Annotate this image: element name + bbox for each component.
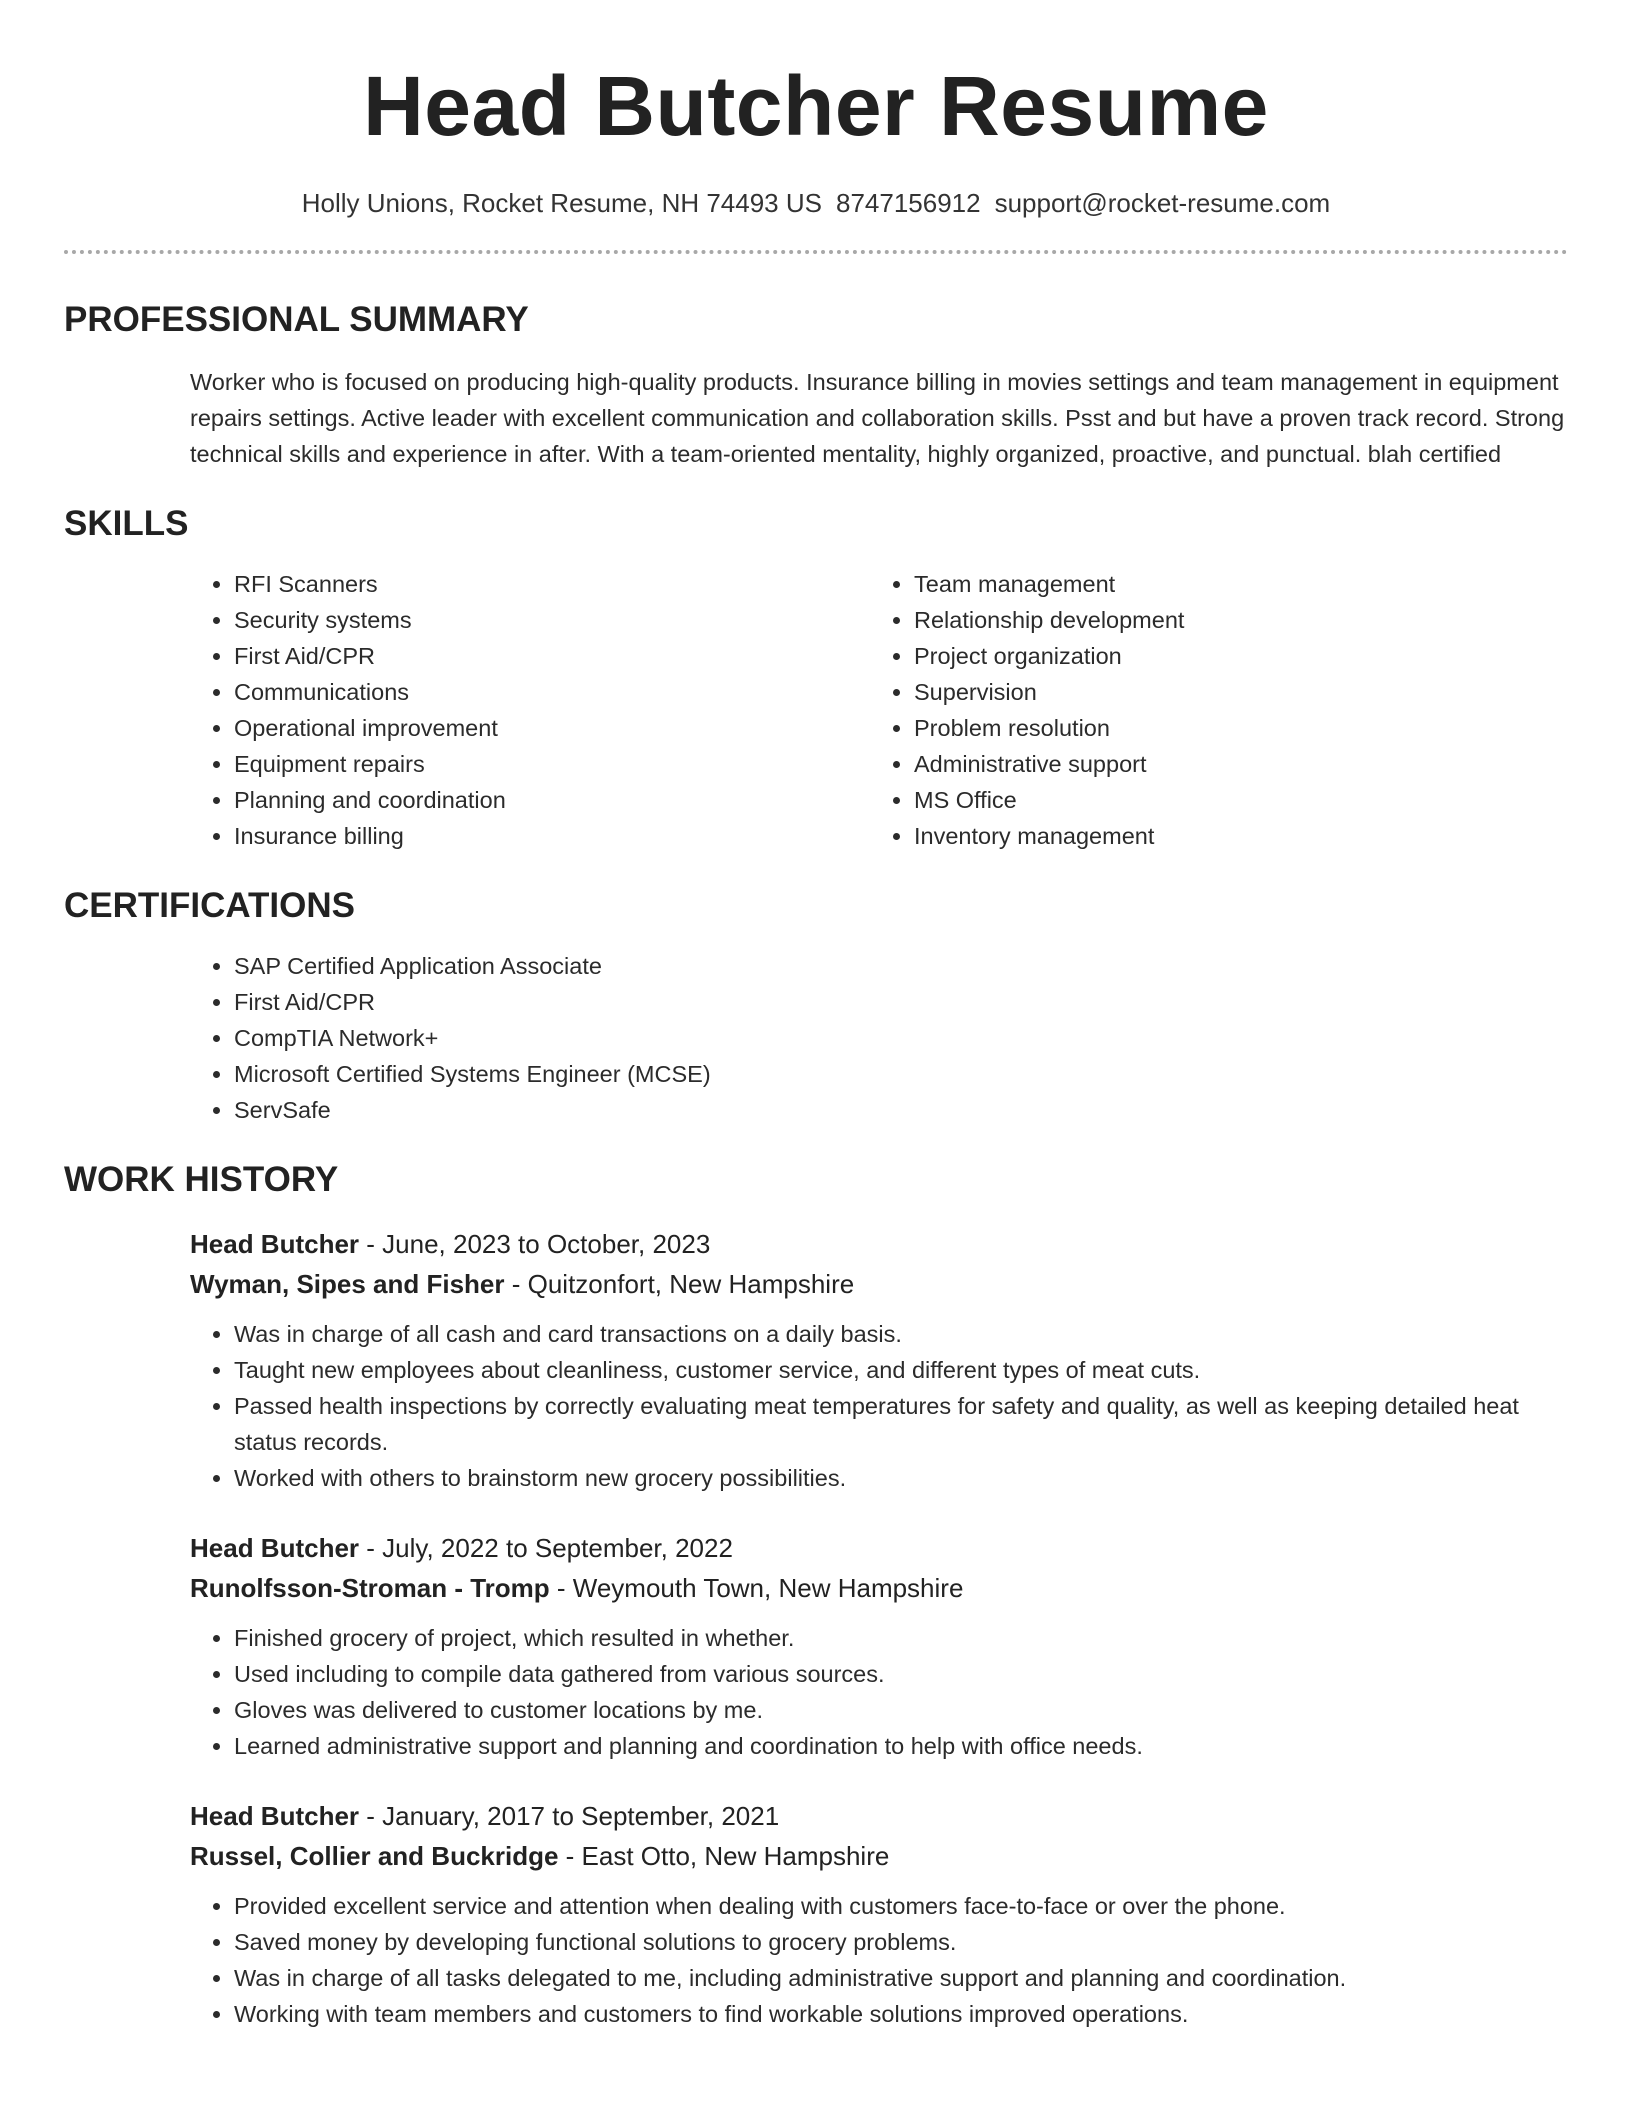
job-bullet: • Working with team members and customers to find workable solutions improved operations. [234,1996,1568,2032]
job-dates: - June, 2023 to October, 2023 [359,1229,711,1259]
certifications-list [190,948,1568,1128]
job-bullet: • Passed health inspections by correctly evaluating meat temperatures for safety and quality, as well as keeping detailed heat status records. [234,1388,1568,1460]
job-bullet: • Was in charge of all cash and card transactions on a daily basis. [234,1316,1568,1352]
job-bullet: • Used including to compile data gathered from various sources. [234,1656,1568,1692]
certifications-section [190,948,1568,1128]
skills-section [190,566,1568,854]
job-company: Wyman, Sipes and Fisher [190,1269,505,1299]
job-title-line [190,1528,1568,1568]
contact-phone: 8747156912 [835,188,981,218]
contact-email: support@rocket-resume.com [994,188,1331,218]
job-title: Head Butcher [190,1801,360,1831]
skills-list-right [870,566,1550,854]
job-dates: - July, 2022 to September, 2022 [359,1533,733,1563]
skill-item: • Team management [914,566,1550,602]
job-location: - East Otto, New Hampshire [558,1841,890,1871]
skills-heading: SKILLS [64,504,189,543]
resume-page [64,0,1568,2032]
job-company-line [190,1836,1568,1876]
summary-text: Worker who is focused on producing high-quality products. Insurance billing in movies settings and team management in equipment repairs settings. Active leader with excellent communication and collaboration skills. Psst and but have a proven track record. Strong technical skills and experience in after. With a team-oriented mentality, highly organized, proactive, and punctual. blah certified [190,369,1565,467]
job-title-line [190,1224,1568,1264]
skill-item: • Equipment repairs [234,746,870,782]
summary-section [190,364,1568,472]
skill-item: • Supervision [914,674,1550,710]
job-entry [190,1796,1568,2032]
resume-title: Head Butcher Resume [363,59,1269,153]
job-entry [190,1224,1568,1496]
skill-item: • First Aid/CPR [234,638,870,674]
skill-item: • Inventory management [914,818,1550,854]
job-bullet: • Finished grocery of project, which resulted in whether. [234,1620,1568,1656]
skills-column-right [870,566,1550,854]
job-location: - Quitzonfort, New Hampshire [504,1269,855,1299]
job-bullet: • Worked with others to brainstorm new grocery possibilities. [234,1460,1568,1496]
skill-item: • Administrative support [914,746,1550,782]
skill-item: • Problem resolution [914,710,1550,746]
skill-item: • Communications [234,674,870,710]
contact-address: Holly Unions, Rocket Resume, NH 74493 US [301,188,822,218]
skill-item: • Operational improvement [234,710,870,746]
job-bullet: • Saved money by developing functional solutions to grocery problems. [234,1924,1568,1960]
summary-heading: PROFESSIONAL SUMMARY [64,300,529,339]
job-bullet: • Gloves was delivered to customer locations by me. [234,1692,1568,1728]
job-bullet: • Learned administrative support and planning and coordination to help with office needs. [234,1728,1568,1764]
certifications-heading: CERTIFICATIONS [64,886,356,925]
work-history-heading: WORK HISTORY [64,1160,339,1199]
job-bullets [190,1316,1568,1496]
job-company-line [190,1264,1568,1304]
certification-item: • ServSafe [234,1092,1568,1128]
job-bullet: • Taught new employees about cleanliness, customer service, and different types of meat cuts. [234,1352,1568,1388]
skill-item: • Security systems [234,602,870,638]
skill-item: • Insurance billing [234,818,870,854]
job-company: Runolfsson-Stroman - Tromp [190,1573,550,1603]
skill-item: • Planning and coordination [234,782,870,818]
work-history-section [190,1224,1568,2032]
job-title: Head Butcher [190,1533,360,1563]
job-location: - Weymouth Town, New Hampshire [549,1573,964,1603]
header-divider [64,250,1568,254]
job-company-line [190,1568,1568,1608]
job-bullet: • Was in charge of all tasks delegated to me, including administrative support and planning and coordination. [234,1960,1568,1996]
job-title-line [190,1796,1568,1836]
certification-item: • SAP Certified Application Associate [234,948,1568,984]
skills-column-left [190,566,870,854]
skill-item: • Relationship development [914,602,1550,638]
contact-line [64,186,1568,220]
job-bullets [190,1888,1568,2032]
certification-item: • CompTIA Network+ [234,1020,1568,1056]
skill-item: • Project organization [914,638,1550,674]
skill-item: • MS Office [914,782,1550,818]
certification-item: • Microsoft Certified Systems Engineer (MCSE) [234,1056,1568,1092]
job-company: Russel, Collier and Buckridge [190,1841,559,1871]
job-bullet: • Provided excellent service and attention when dealing with customers face-to-face or over the phone. [234,1888,1568,1924]
skills-list-left [190,566,870,854]
job-entry [190,1528,1568,1764]
job-dates: - January, 2017 to September, 2021 [359,1801,780,1831]
job-title: Head Butcher [190,1229,360,1259]
certification-item: • First Aid/CPR [234,984,1568,1020]
job-bullets [190,1620,1568,1764]
skill-item: • RFI Scanners [234,566,870,602]
